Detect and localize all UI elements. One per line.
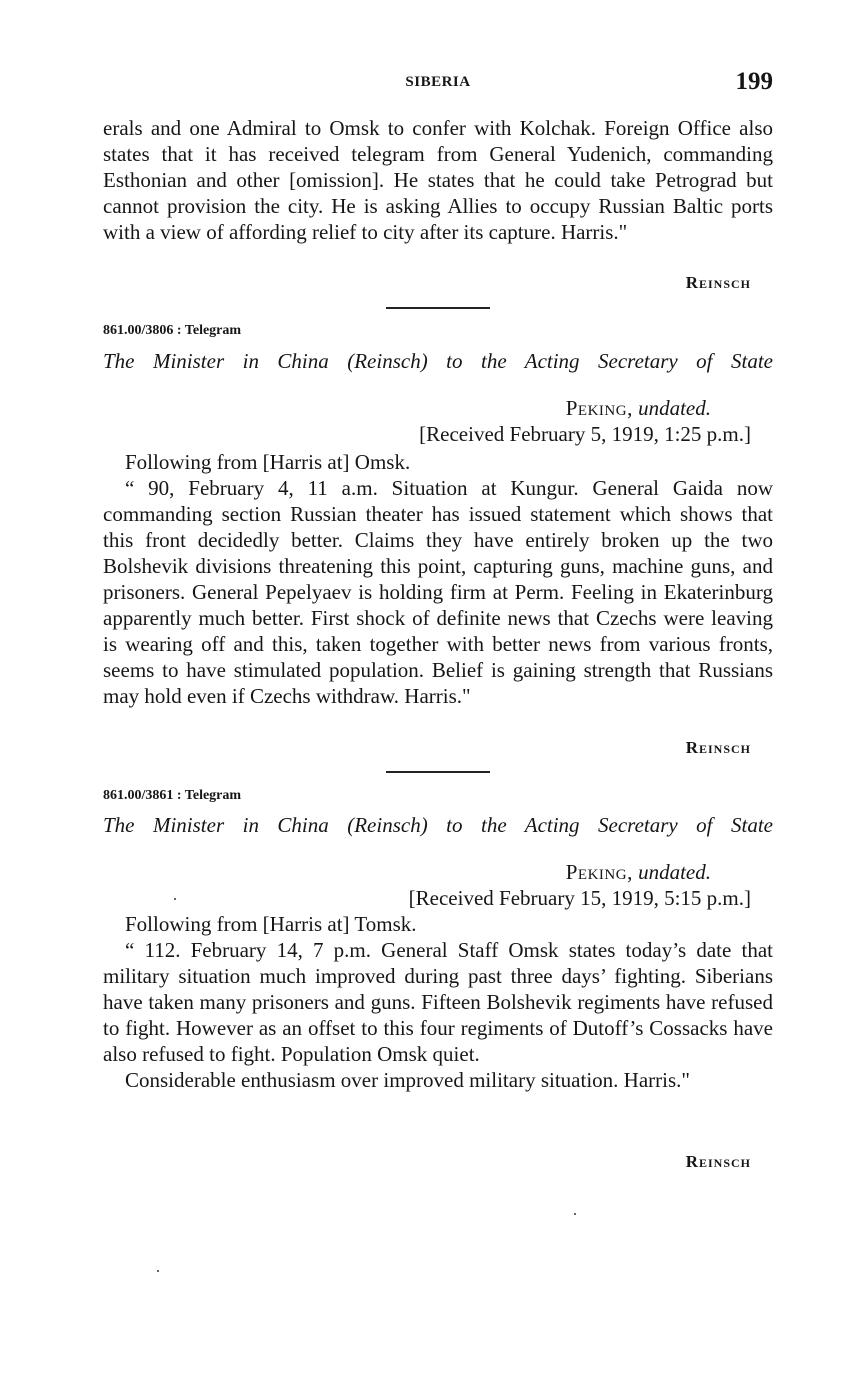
- file-reference: 861.00/3806 : Telegram: [103, 323, 242, 338]
- received-line: [Received February 15, 1919, 5:15 p.m.]: [408, 886, 751, 910]
- page-number: 199: [735, 68, 773, 95]
- dateline: [566, 396, 711, 421]
- section-divider: [386, 307, 490, 309]
- telegram-intro: Following from [Harris at] Tomsk.: [125, 912, 417, 936]
- running-title: SIBERIA: [405, 74, 471, 90]
- section-divider: [386, 771, 490, 773]
- received-line: [Received February 5, 1919, 1:25 p.m.]: [419, 422, 751, 446]
- telegram-closing: Considerable enthusiasm over improved military situation. Harris.": [125, 1068, 690, 1092]
- running-head: [103, 68, 773, 98]
- continuation-paragraph: erals and one Admiral to Omsk to confer with Kolchak. Foreign Office also states that it has received telegram from General Yudenich, commanding Esthonian and other [omission]. He states that he could take Petrograd but cannot provision the city. He is asking Allies to occupy Russian Baltic ports with a view of affording relief to city after its capture. Harris.": [103, 116, 773, 244]
- print-speck: [574, 1213, 576, 1215]
- print-speck: [174, 898, 176, 900]
- signature: Reinsch: [685, 738, 751, 757]
- dateline-place: Peking,: [565, 396, 633, 420]
- telegram-text: [103, 911, 773, 1093]
- dateline-place: Peking,: [565, 860, 633, 884]
- continuation-block: [103, 115, 773, 245]
- signature: Reinsch: [685, 1152, 751, 1171]
- document-heading: The Minister in China (Reinsch) to the Acting Secretary of State: [103, 349, 773, 373]
- telegram-body: “ 112. February 14, 7 p.m. General Staff Omsk states today’s date that military situation much improved during past three days’ fighting. Siberians have taken many prisoners and guns. Fifteen Bolshevik regiments have refused to fight. However as an offset to this four regiments of Dutoff’s Cossacks have also refused to fight. Population Omsk quiet.: [103, 938, 773, 1066]
- print-speck: [157, 1270, 159, 1272]
- dateline-date: undated.: [638, 396, 711, 420]
- telegram-text: [103, 449, 773, 709]
- dateline: [566, 860, 711, 885]
- document-heading: The Minister in China (Reinsch) to the Acting Secretary of State: [103, 813, 773, 837]
- dateline-date: undated.: [638, 860, 711, 884]
- file-reference: 861.00/3861 : Telegram: [103, 788, 242, 803]
- telegram-body: “ 90, February 4, 11 a.m. Situation at Kungur. General Gaida now commanding section Russian theater has issued statement which shows that this front decidedly better. Claims they have entirely broken up the two Bolshevik divisions threatening this point, capturing guns, machine guns, and prisoners. General Pepelyaev is holding firm at Perm. Feeling in Ekaterinburg apparently much better. First shock of definite news that Czechs were leaving is wearing off and this, taken together with better news from various fronts, seems to have stimulated population. Belief is gaining strength that Russians may hold even if Czechs withdraw. Harris.": [103, 476, 773, 708]
- signature: Reinsch: [685, 273, 751, 292]
- telegram-intro: Following from [Harris at] Omsk.: [125, 450, 411, 474]
